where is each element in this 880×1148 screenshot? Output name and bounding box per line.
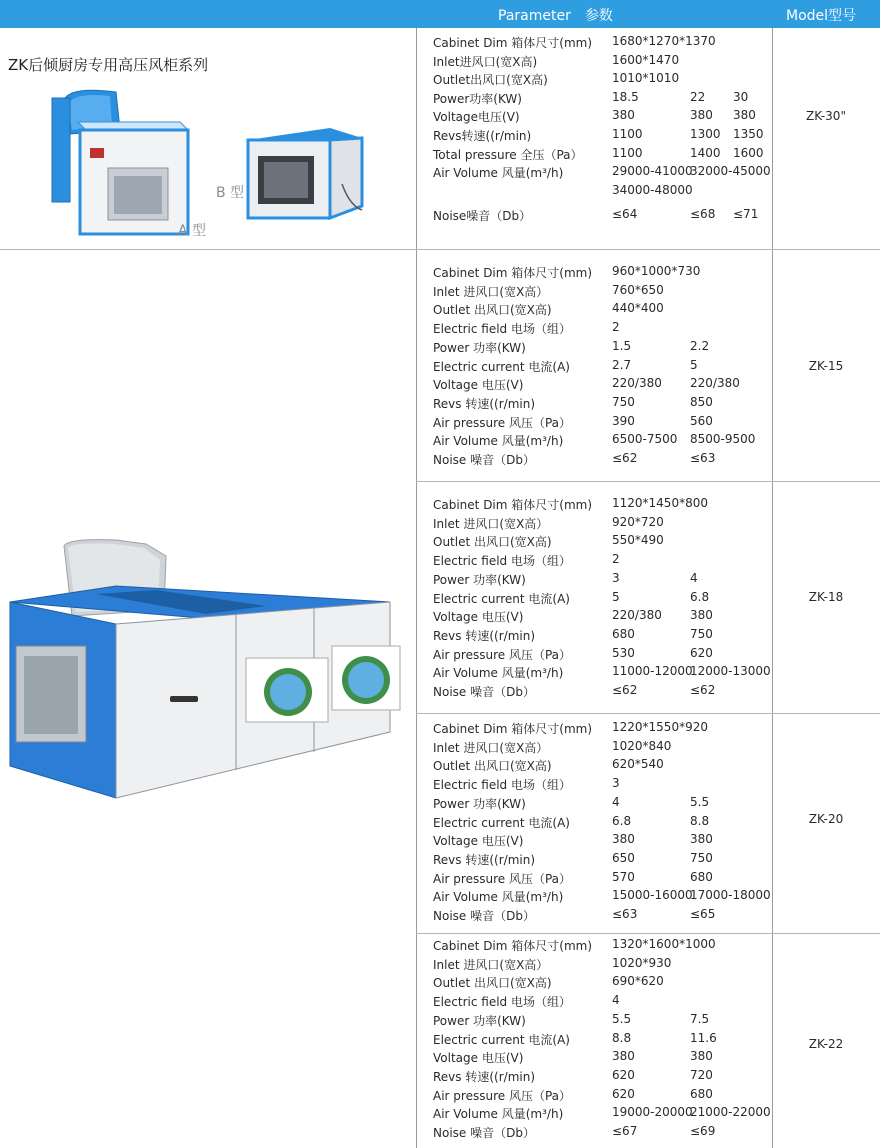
spec-label: Electric field 电场（组） bbox=[433, 995, 571, 1010]
spec-value: 680 bbox=[690, 1086, 713, 1101]
spec-value: 620*540 bbox=[612, 757, 664, 772]
spec-value: 8.8 bbox=[690, 813, 710, 828]
spec-value: 680 bbox=[612, 626, 635, 641]
product-image-a-type bbox=[50, 86, 192, 238]
spec-label: Cabinet Dim 箱体尺寸(mm) bbox=[433, 498, 593, 512]
spec-label: Noise 噪音（Db） bbox=[433, 685, 535, 699]
spec-value: 15000-16000 bbox=[612, 888, 693, 903]
spec-label: Electric current 电流(A) bbox=[433, 1032, 570, 1047]
spec-value: 680 bbox=[690, 869, 713, 884]
spec-value: 220/380 bbox=[612, 376, 662, 391]
product-image-b-type bbox=[246, 126, 364, 226]
spec-value: 22 bbox=[690, 89, 706, 104]
spec-value: 220/380 bbox=[690, 376, 740, 391]
product-series-title: ZK后倾厨房专用高压风柜系列 bbox=[8, 56, 209, 74]
product-image-cabinet bbox=[6, 536, 404, 812]
spec-label: Voltage 电压(V) bbox=[433, 834, 524, 849]
spec-value: 7.5 bbox=[690, 1011, 710, 1026]
spec-value: 570 bbox=[612, 869, 635, 884]
spec-value: 220/380 bbox=[612, 608, 662, 623]
spec-value: ≤67 bbox=[612, 1124, 638, 1138]
spec-label: Voltage 电压(V) bbox=[433, 378, 524, 393]
spec-value: ≤69 bbox=[690, 1124, 716, 1138]
spec-label: Power 功率(KW) bbox=[433, 572, 526, 587]
spec-value: 760*650 bbox=[612, 282, 664, 297]
model-cell-zk-20: ZK-20 bbox=[808, 812, 844, 826]
spec-value: 380 bbox=[733, 108, 756, 123]
spec-value: 2.7 bbox=[612, 357, 632, 372]
spec-value: ≤63 bbox=[612, 907, 638, 921]
spec-value: 29000-41000 bbox=[612, 164, 693, 179]
model-cell-zk-15: ZK-15 bbox=[808, 359, 844, 373]
spec-label: Voltage 电压(V) bbox=[433, 610, 524, 625]
spec-value: 8500-9500 bbox=[690, 432, 756, 447]
spec-label: Revs转速((r/min) bbox=[433, 129, 532, 143]
spec-value: 5 bbox=[690, 357, 698, 372]
spec-value: 1120*1450*800 bbox=[612, 496, 708, 510]
spec-label: Power 功率(KW) bbox=[433, 1013, 526, 1028]
spec-value: 2.2 bbox=[690, 338, 710, 353]
spec-label: Air Volume 风量(m³/h) bbox=[433, 166, 564, 181]
spec-value: 620 bbox=[612, 1067, 635, 1082]
section-divider bbox=[416, 933, 880, 934]
spec-value: 1320*1600*1000 bbox=[612, 937, 716, 951]
spec-value: 720 bbox=[690, 1067, 713, 1082]
spec-value: 1600 bbox=[733, 145, 764, 160]
spec-label: Inlet 进风口(宽X高） bbox=[433, 284, 549, 299]
spec-label: Air pressure 风压（Pa） bbox=[433, 871, 571, 886]
spec-value: 1100 bbox=[612, 127, 643, 141]
spec-value: 12000-13000 bbox=[690, 664, 771, 679]
spec-label: Air pressure 风压（Pa） bbox=[433, 415, 571, 430]
spec-value: 380 bbox=[690, 608, 713, 623]
spec-value: 21000-22000 bbox=[690, 1105, 771, 1120]
spec-value: 3 bbox=[612, 570, 620, 585]
spec-label: Power功率(KW) bbox=[433, 91, 522, 106]
spec-label: Outlet出风口(宽X高) bbox=[433, 73, 548, 88]
spec-label: Outlet 出风口(宽X高) bbox=[433, 535, 552, 550]
spec-label: Voltage电压(V) bbox=[433, 110, 520, 125]
spec-value: 690*620 bbox=[612, 974, 664, 989]
spec-value: ≤68 bbox=[690, 207, 716, 222]
spec-value: 1100 bbox=[612, 145, 643, 160]
spec-label: Electric current 电流(A) bbox=[433, 591, 570, 606]
spec-value: 1220*1550*920 bbox=[612, 720, 708, 734]
spec-value: 960*1000*730 bbox=[612, 264, 701, 278]
section-divider bbox=[416, 481, 880, 482]
spec-value: 380 bbox=[690, 108, 713, 123]
spec-value: 2 bbox=[612, 552, 620, 567]
section-divider bbox=[0, 249, 880, 250]
spec-value: 6.8 bbox=[690, 589, 710, 604]
spec-value: 34000-48000 bbox=[612, 182, 693, 197]
spec-value: 5.5 bbox=[690, 794, 710, 809]
parameter-header: Parameter 参数 bbox=[498, 8, 613, 24]
spec-value: 6500-7500 bbox=[612, 432, 678, 447]
spec-label: Air Volume 风量(m³/h) bbox=[433, 890, 564, 905]
spec-value: ≤62 bbox=[612, 683, 638, 697]
spec-value: 3 bbox=[612, 776, 620, 791]
spec-label: Inlet 进风口(宽X高） bbox=[433, 516, 549, 531]
spec-value: 620 bbox=[612, 1086, 635, 1101]
spec-label: Air Volume 风量(m³/h) bbox=[433, 1107, 564, 1122]
spec-value: 19000-20000 bbox=[612, 1105, 693, 1120]
spec-label: Air Volume 风量(m³/h) bbox=[433, 666, 564, 681]
spec-label: Total pressure 全压（Pa） bbox=[433, 147, 583, 162]
spec-value: 920*720 bbox=[612, 514, 664, 529]
spec-value: 4 bbox=[690, 570, 698, 585]
spec-value: 32000-45000 bbox=[690, 164, 771, 179]
type-label-b: B 型 bbox=[216, 185, 245, 201]
spec-value: 390 bbox=[612, 413, 635, 428]
spec-value: 5 bbox=[612, 589, 620, 604]
column-divider-left bbox=[416, 28, 417, 1148]
spec-value: 1400 bbox=[690, 145, 721, 160]
spec-value: ≤65 bbox=[690, 907, 716, 921]
spec-value: 380 bbox=[612, 108, 635, 123]
spec-label: Inlet进风口(宽X高) bbox=[433, 54, 538, 69]
spec-value: 620 bbox=[690, 645, 713, 660]
spec-value: 1.5 bbox=[612, 338, 632, 353]
spec-label: Electric field 电场（组） bbox=[433, 554, 571, 569]
spec-label: Cabinet Dim 箱体尺寸(mm) bbox=[433, 939, 593, 953]
spec-label: Noise 噪音（Db） bbox=[433, 909, 535, 923]
model-cell-zk-22: ZK-22 bbox=[808, 1037, 844, 1051]
spec-label: Noise 噪音（Db） bbox=[433, 453, 535, 467]
table-header bbox=[0, 0, 880, 28]
spec-value: 8.8 bbox=[612, 1030, 632, 1045]
spec-label: Outlet 出风口(宽X高) bbox=[433, 303, 552, 318]
spec-value: 4 bbox=[612, 993, 620, 1008]
column-divider-right bbox=[772, 28, 773, 1148]
spec-label: Power 功率(KW) bbox=[433, 340, 526, 355]
spec-value: 380 bbox=[690, 832, 713, 847]
spec-value: 11000-12000 bbox=[612, 664, 693, 679]
spec-value: ≤63 bbox=[690, 451, 716, 465]
spec-value: 560 bbox=[690, 413, 713, 428]
spec-label: Inlet 进风口(宽X高） bbox=[433, 957, 549, 972]
spec-label: Revs 转速((r/min) bbox=[433, 628, 536, 643]
spec-value: 1680*1270*1370 bbox=[612, 34, 716, 48]
spec-value: 650 bbox=[612, 850, 635, 865]
spec-value: 750 bbox=[612, 394, 635, 409]
spec-label: Noise 噪音（Db） bbox=[433, 1126, 535, 1140]
spec-value: 440*400 bbox=[612, 301, 664, 316]
spec-value: 4 bbox=[612, 794, 620, 809]
spec-label: Electric field 电场（组） bbox=[433, 322, 571, 337]
spec-label: Power 功率(KW) bbox=[433, 796, 526, 811]
spec-label: Electric field 电场（组） bbox=[433, 778, 571, 793]
spec-value: 1020*930 bbox=[612, 955, 672, 970]
spec-label: Noise噪音（Db） bbox=[433, 209, 532, 224]
spec-value: 1600*1470 bbox=[612, 52, 680, 67]
spec-value: 1350 bbox=[733, 127, 764, 141]
spec-label: Outlet 出风口(宽X高) bbox=[433, 976, 552, 991]
spec-value: 30 bbox=[733, 89, 749, 104]
spec-value: ≤62 bbox=[690, 683, 716, 697]
model-header: Model型号 bbox=[786, 8, 857, 24]
spec-label: Cabinet Dim 箱体尺寸(mm) bbox=[433, 722, 593, 736]
spec-label: Air pressure 风压（Pa） bbox=[433, 647, 571, 662]
spec-value: 1300 bbox=[690, 127, 721, 141]
spec-label: Outlet 出风口(宽X高) bbox=[433, 759, 552, 774]
spec-label: Revs 转速((r/min) bbox=[433, 852, 536, 867]
spec-value: 750 bbox=[690, 850, 713, 865]
spec-value: ≤62 bbox=[612, 451, 638, 465]
spec-label: Electric current 电流(A) bbox=[433, 815, 570, 830]
spec-label: Cabinet Dim 箱体尺寸(mm) bbox=[433, 266, 593, 280]
spec-value: 17000-18000 bbox=[690, 888, 771, 903]
model-cell-zk-30: ZK-30" bbox=[806, 109, 846, 123]
spec-label: Revs 转速((r/min) bbox=[433, 1069, 536, 1084]
spec-value: 380 bbox=[690, 1049, 713, 1064]
spec-value: 850 bbox=[690, 394, 713, 409]
spec-value: ≤64 bbox=[612, 207, 638, 222]
spec-label: Inlet 进风口(宽X高） bbox=[433, 740, 549, 755]
spec-label: Cabinet Dim 箱体尺寸(mm) bbox=[433, 36, 593, 50]
spec-label: Voltage 电压(V) bbox=[433, 1051, 524, 1066]
spec-label: Air Volume 风量(m³/h) bbox=[433, 434, 564, 449]
spec-value: 550*490 bbox=[612, 533, 664, 548]
model-cell-zk-18: ZK-18 bbox=[808, 590, 844, 604]
spec-value: 1020*840 bbox=[612, 738, 672, 753]
spec-value: 5.5 bbox=[612, 1011, 632, 1026]
section-divider bbox=[416, 713, 880, 714]
spec-value: 750 bbox=[690, 626, 713, 641]
type-label-a: A 型 bbox=[178, 223, 207, 239]
spec-value: 1010*1010 bbox=[612, 71, 680, 86]
spec-label: Electric current 电流(A) bbox=[433, 359, 570, 374]
spec-label: Revs 转速((r/min) bbox=[433, 396, 536, 411]
spec-value: 18.5 bbox=[612, 89, 639, 104]
spec-value: 6.8 bbox=[612, 813, 632, 828]
spec-value: 380 bbox=[612, 832, 635, 847]
spec-value: 11.6 bbox=[690, 1030, 717, 1045]
spec-value: 380 bbox=[612, 1049, 635, 1064]
spec-label: Air pressure 风压（Pa） bbox=[433, 1088, 571, 1103]
spec-value: 530 bbox=[612, 645, 635, 660]
spec-value: ≤71 bbox=[733, 207, 759, 222]
spec-value: 2 bbox=[612, 320, 620, 335]
